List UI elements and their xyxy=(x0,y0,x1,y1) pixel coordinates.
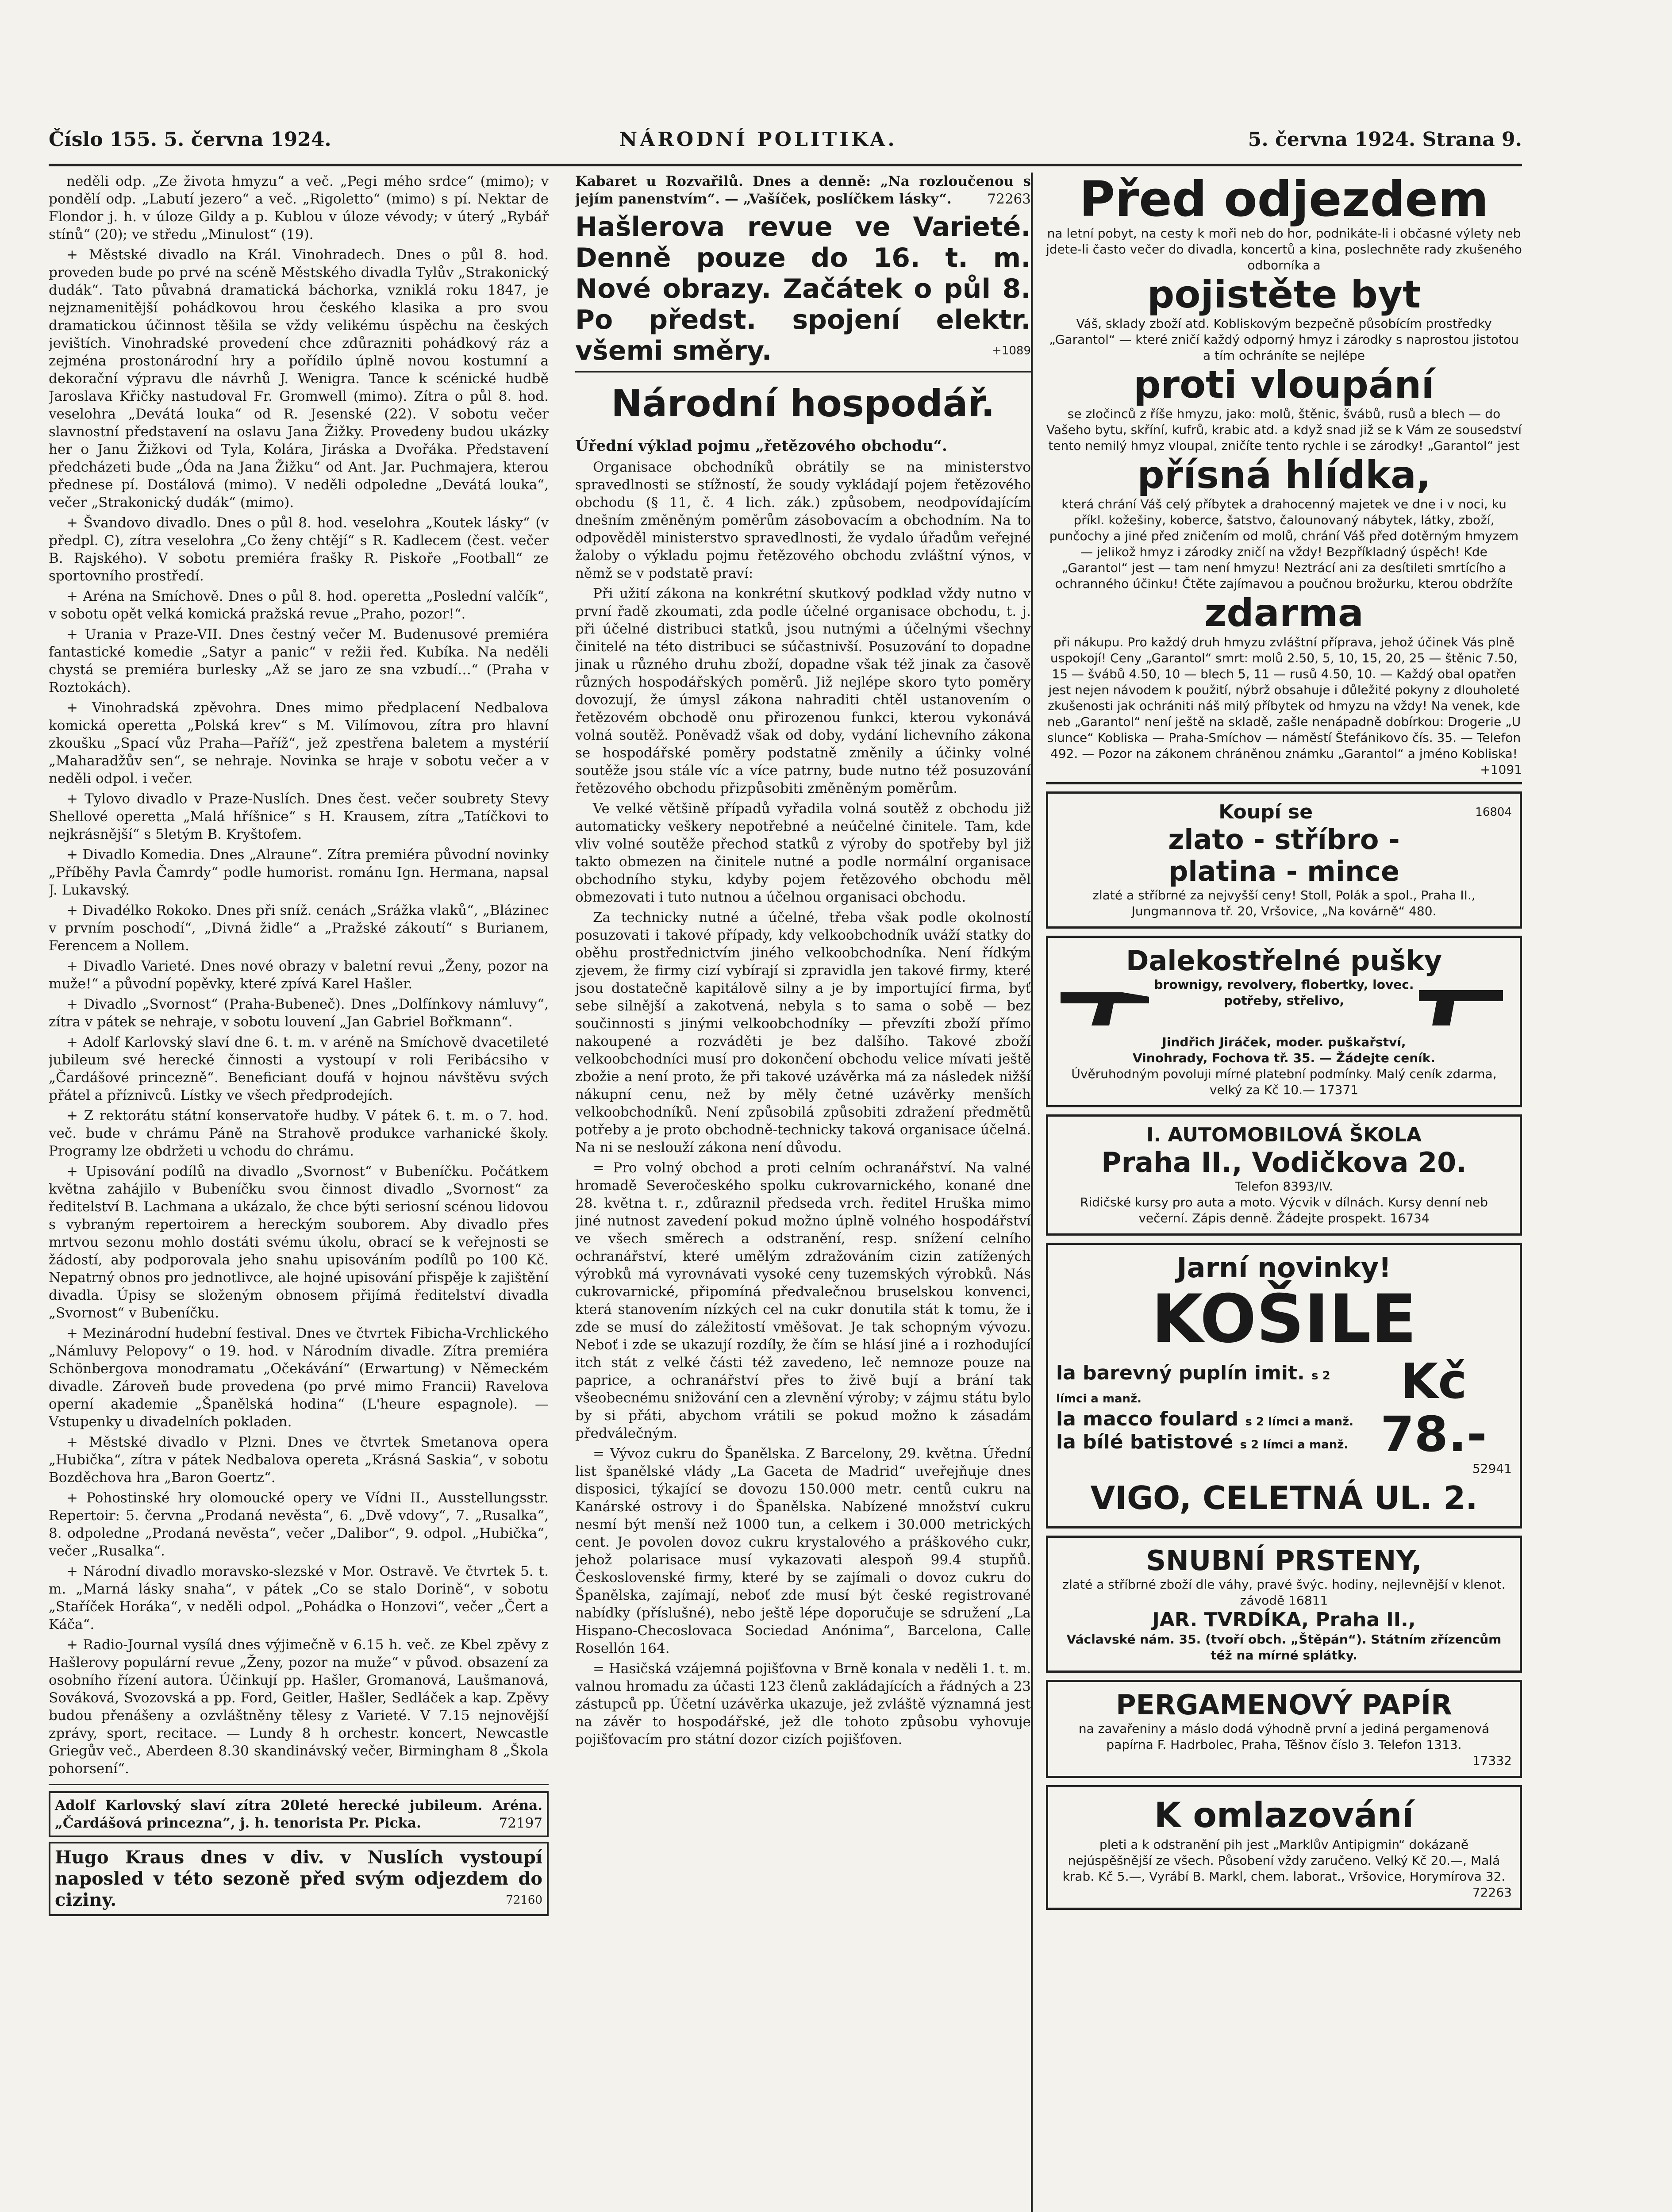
ad-kosile xyxy=(1046,1243,1522,1528)
ad-head-text: Koupí se xyxy=(1218,801,1313,823)
ad-title: Před odjezdem xyxy=(1079,173,1489,227)
pistol-icon xyxy=(1414,981,1512,1030)
ad-title: PERGAMENOVÝ PAPÍR xyxy=(1116,1689,1452,1721)
ad-address: Praha II., Vodičkova 20. xyxy=(1101,1146,1467,1179)
column-ads xyxy=(1031,173,1522,2212)
ad-pusky xyxy=(1046,936,1522,1107)
ad-koupi xyxy=(1046,791,1522,929)
notice-text: Hugo Kraus dnes v div. v Nuslích vystoupí naposled v této sezoně před svým odjezdem do ciziny. xyxy=(55,1847,542,1910)
ad-list: brownigy, revolvery, flobertky, lovec. potřeby, střelivo, xyxy=(1154,977,1414,1008)
article-subhead: Úřední výklad pojmu „řetězového obchodu“. xyxy=(575,437,947,455)
ad-items xyxy=(1056,1362,1356,1454)
notice-text: Hašlerova revue ve Varieté. Denně pouze do 16. t. m. Nové obrazy. Začátek o půl 8. Po předst. spojení elektr. všemi směry. xyxy=(575,211,1031,366)
ad-text xyxy=(1056,1066,1512,1098)
ad-address: Vinohrady, Fochova tř. 35. — Žádejte ceník. xyxy=(1133,1051,1435,1065)
ad-code: 72263 xyxy=(1472,1885,1512,1900)
notice-code: 72197 xyxy=(499,1815,542,1831)
article-paragraph: + Divadlo Komedia. Dnes „Alraune“. Zítra premiéra původní novinky „Příběhy Pavla Čamrdy“ podle humorist. románu Ign. Hermana, napsal J. Lukavský. xyxy=(49,847,549,898)
article-paragraph: + Pohostinské hry olomoucké opery ve Vídni II., Ausstellungsstr. Repertoir: 5. června „Prodaná nevěsta“, 6. „Dvě vdovy“, 7. „Rusalka“, 8. odpoledne „Prodaná nevěsta“, večer „Dalibor“, 9. odpol. „Hubička“, večer „Rusalka“. xyxy=(49,1490,549,1559)
ad-omlazovani xyxy=(1046,1785,1522,1910)
masthead: NÁRODNÍ POLITIKA. xyxy=(619,128,897,151)
ad-item-name: la macco foulard xyxy=(1056,1408,1239,1430)
ad-text: na letní pobyt, na cesty k moři neb do hor, podnikáte-li i občasné výlety neb jdete-li často večer do divadla, koncertů a kina, poslechněte rady zkušeného odborníka a xyxy=(1046,226,1522,273)
article-paragraph: + Národní divadlo moravsko-slezské v Mor. Ostravě. Ve čtvrtek 5. t. m. „Marná lásky snaha“, v pátek „Co se stalo Dorině“, v sobotu „Staříček Horáka“, v neděli odpol. „Pohádka o Honzovi“, večer „Čert a Káča“. xyxy=(49,1563,549,1632)
ad-head: Jarní novinky! xyxy=(1176,1252,1391,1284)
article-paragraph: + Adolf Karlovský slaví dne 6. t. m. v aréně na Smíchově dvacetileté jubileum své herecké činnosti a vystoupí v roli Feribácsiho v „Čardášové princezně“. Beneficiant doufá v hojnou návštěvu svých přátel a příznivců. Lístky ve všech předprodejích. xyxy=(49,1034,549,1103)
notice-kabaret xyxy=(575,173,1031,208)
notice-text: Kabaret u Rozvařilů. Dnes a denně: „Na rozloučenou s jejím panenstvím“. — „Vašíček, poslíčkem lásky“. xyxy=(575,173,1031,207)
ad-line: zlato - stříbro - xyxy=(1168,823,1400,856)
ad-code: 16811 xyxy=(1288,1593,1328,1608)
notice-code: 72263 xyxy=(987,191,1031,207)
ad-item xyxy=(1056,1362,1356,1408)
ad-text-body: Úvěruhodným povoluji mírné platební podmínky. Malý ceník zdarma, velký za Kč 10.— xyxy=(1071,1067,1497,1097)
ad-garantol xyxy=(1046,173,1522,784)
column-economy xyxy=(575,173,1031,2212)
notice-code: 72160 xyxy=(506,1893,542,1907)
article-paragraph: + Městské divadlo v Plzni. Dnes ve čtvrtek Smetanova opera „Hubička“, zítra v pátek Nedbalova opereta „Krásná Saskia“, v sobotu Bozděchova hra „Baron Goertz“. xyxy=(49,1434,549,1486)
ad-item xyxy=(1056,1408,1356,1431)
ad-item-note: s 2 límci a manž. xyxy=(1245,1415,1354,1429)
ad-text: která chrání Váš celý příbytek a drahocenný majetek ve dne i v noci, ku příkl. kožešiny, koberce, šatstvo, čalounovaný nábytek, látky, zboží, punčochy a jiné před zničením od molů, chrání Váš před dotěrným hmyzem — jelikož hmyz i zárodky zničí na vždy! Bezpříkladný úspěch! Kde „Garantol“ jest — tam není hmyzu! Neztrácí ani za desítileti smrtícího a ochranného účinku! Čtěte zajímavou a poučnou brožurku, kterou obdržíte xyxy=(1049,497,1519,591)
ad-item-name: la barevný puplín imit. xyxy=(1056,1362,1305,1384)
ad-heading: proti vloupání xyxy=(1134,363,1434,407)
ad-text: na zavařeniny a máslo dodá výhodně první a jediná pergamenová papírna F. Hadrbolec, Praha, Těšnov číslo 3. Telefon 1313. xyxy=(1078,1721,1490,1752)
issue-info: Číslo 155. 5. června 1924. xyxy=(49,128,331,151)
page-header xyxy=(49,128,1522,166)
article-paragraph: Organisace obchodníků obrátily se na ministerstvo spravedlnosti se stížností, že soudy vykládají pojem řetězového obchodu (§ 11, č. 4 lich. zák.) způsobem, neodpovídajícím dnešním změněným poměrům zásobovacím a obchodním. Na to odpověděl ministerstvo spravedlnosti, že vydalo úřadům veřejné žaloby o výkladu pojmu řetězového obchodu zvláštní výnos, v němž se v podstatě praví: xyxy=(575,459,1031,581)
article-paragraph: + Městské divadlo na Král. Vinohradech. Dnes o půl 8. hod. proveden bude po prvé na scéně Městského divadla Tylův „Strakonický dudák“. Tato půvabná dramatická báchorka, vzniklá roku 1847, je nejznamenitější pohádkovou hrou českého klasika a pro svou dramatickou účinnost těšila se vždy velikému úspěchu na českých jevištích. Vinohradské provedení chce zdůrazniti pohádkový ráz a zejména prostonárodní hry a pořídilo úplně novou kostumní a dekorační výpravu dle návrhů J. Wenigra. Tance k scénické hudbě Jaroslava Křičky nastudoval Fr. Gromwell (mimo). Zítra o půl 8. hod. veselohra „Devátá louka“ od R. Jesenské (22). V sobotu večer slavnostní představení na oslavu Jana Žižky. Provedeny budou ukázky her o Janu Žižkovi od Tyla, Kolára, Jiráska a Dvořáka. Představení předcházeti bude „Óda na Jana Žižku“ od Ant. Jar. Puchmajera, kterou přednese pí. Dostálová (mimo). V neděli odpoledne „Devátá louka“, večer „Strakonický dudák“ (mimo). xyxy=(49,247,549,511)
ad-head xyxy=(1056,801,1512,824)
divider xyxy=(49,1784,549,1785)
section-title: Národní hospodář. xyxy=(611,382,995,425)
notice-text: Adolf Karlovský slaví zítra 20leté herecké jubileum. Aréna. „Čardášová princezna“, j. h. tenorista Pr. Picka. xyxy=(55,1797,542,1831)
column-theatre xyxy=(49,173,549,2212)
article-paragraph: + Švandovo divadlo. Dnes o půl 8. hod. veselohra „Koutek lásky“ (v předpl. C), zítra veselohra „Co ženy chtějí“ s R. Kadlecem (čest. večer B. Rajského). V sobotu premiéra frašky R. Piskoře „Football“ ze sportovního prostředí. xyxy=(49,515,549,584)
ad-title: SNUBNÍ PRSTENY, xyxy=(1146,1544,1422,1577)
ad-text xyxy=(1056,1577,1512,1609)
ad-heading: zdarma xyxy=(1204,591,1364,635)
ad-firm: VIGO, CELETNÁ UL. 2. xyxy=(1090,1479,1478,1517)
article-paragraph: + Radio-Journal vysílá dnes výjimečně v 6.15 h. več. ze Kbel zpěvy z Hašlerovy populární revue „Ženy, pozor na muže“ v původ. obsazení za osobního řízení autora. Účinkují pp. Hašler, Gromanová, Laušmanová, Sováková, Svozovská a pp. Ford, Geitler, Hašler, Sedláček a kap. Zpěvy budou přenášeny a ozvláštněny tělesy z Varieté. V 7.15 nejnovější zprávy, sport, recitace. — Lundy 8 h orchestr. koncert, Newcastle Griegův več., Aberdeen 8.30 skandinávský večer, Birmingham 8 „Škola pohorsení“. xyxy=(49,1637,549,1777)
article-paragraph: + Tylovo divadlo v Praze-Nuslích. Dnes čest. večer soubrety Stevy Shellové operetta „Malá hříšnice“ s H. Krausem, zítra „Tatíčkovi to nejkrásnější“ s 5letým B. Kryštofem. xyxy=(49,791,549,842)
ad-code: 17371 xyxy=(1319,1083,1359,1097)
ad-price: Kč 78.- xyxy=(1380,1353,1487,1463)
date-page: 5. června 1924. Strana 9. xyxy=(1248,128,1522,151)
ad-text-body: zlaté a stříbrné zboží dle váhy, pravé švýc. hodiny, nejlevnější v klenot. závodě xyxy=(1062,1577,1506,1608)
ad-code: 16804 xyxy=(1475,806,1512,819)
ad-autoskola xyxy=(1046,1114,1522,1236)
article-paragraph: Při užití zákona na konkrétní skutkový podklad vždy nutno v první řadě zkoumati, zda podle účelné organisace obchodu, t. j. při účelné distribuci statků, jsou nutnými a účelnými všechny činitelé na této distribuci se súčastnivší. Posuzování to dopadne jinak u různého druhu zboží, dopadne však též jinak za časově různých hospodářských poměrů. Již nejlépe skoro tyto poměry dovozují, že úmysl zákona nahraditi chtěl ustanovením o řetězovém obchodě onu přirozenou funkci, kterou vykonává volná soutěž. Poněvadž však od doby, vydání lichevního zákona se hospodářské poměry podstatně změnily a účinky volné soutěže jsou stále víc a více patrny, bude nutno též posuzování řetězového obchodu přizpůsobiti změněným poměrům. xyxy=(575,586,1031,796)
ad-item-name: la bílé batistové xyxy=(1056,1431,1234,1453)
ad-firm: Jindřich Jiráček, moder. puškařství, xyxy=(1162,1035,1406,1049)
ad-heading: pojistěte byt xyxy=(1147,273,1421,317)
article-paragraph: + Mezinárodní hudební festival. Dnes ve čtvrtek Fibicha-Vrchlického „Námluvy Pelopovy“ o 19. hod. v Národním divadle. Zítra premiéra Schönbergova monodramatu „Očekávání“ (Erwartung) v Německém divadle. Zároveň bude provedena (po prvé mimo Francii) Ravelova operní akademie „Španělská hodina“ (L'heure espagnole). — Vstupenky u divadelních pokladen. xyxy=(49,1325,549,1430)
ad-text: se zločinců z říše hmyzu, jako: molů, štěnic, švábů, rusů a blech — do Vašeho bytu, skříní, kufrů, krabic atd. a když snad již se k Vám ze sousedství tento nemilý hmyz vloupal, zničíte tento rychle i se zárodky! „Garantol“ jest xyxy=(1046,407,1522,453)
ad-address: Václavské nám. 35. (tvoří obch. „Štěpán“). Státním zřízencům též na mírné splátky. xyxy=(1066,1632,1502,1663)
ad-text: pleti a k odstranění pih jest „Marklův Antipigmin“ dokázaně nejúspěšnější ze všech. Působení vždy zaručeno. Velký Kč 20.—, Malá krab. Kč 5.—, Vyrábí B. Markl, chem. laborat., Vršovice, Horymírova 32. xyxy=(1062,1837,1506,1884)
ad-code: 52941 xyxy=(1472,1461,1512,1476)
ad-item xyxy=(1056,1431,1356,1454)
ad-prsteny xyxy=(1046,1536,1522,1673)
article-paragraph: = Hasičská vzájemná pojišťovna v Brně konala v neděli 1. t. m. valnou hromadu za účasti 123 členů zakládajících a řádných a 23 zástupců pp. Účetní uzávěrka ukazuje, jež zvláště významná jest na závěr to hospodářské, jež dle tohoto způsobu vyhovuje pojišťovacím pro státní dozor cizích pojišťoven. xyxy=(575,1661,1031,1747)
ad-title: KOŠILE xyxy=(1151,1281,1417,1358)
article-paragraph: neděli odp. „Ze života hmyzu“ a več. „Pegi mého srdce“ (mimo); v pondělí odp. „Labutí jezero“ a več. „Rigoletto“ (mimo) s pí. Nektar de Flondor j. h. v úloze Gildy a p. Kublou v úloze vévody; v úterý „Rybář stínů“ (20); ve středu „Minulost“ (19). xyxy=(49,173,549,242)
ad-papir xyxy=(1046,1680,1522,1778)
article-paragraph: + Divadlo Varieté. Dnes nové obrazy v baletní revui „Ženy, pozor na muže!“ a původní popěvky, které zpívá Karel Hašler. xyxy=(49,958,549,992)
article-paragraph: + Vinohradská zpěvohra. Dnes mimo předplacení Nedbalova komická operetta „Polská krev“ s M. Vilímovou, zítra pro hlavní zkoušku „Spací vůz Praha—Paříž“, jež zpestřena baletem a mystérií „Maharadžův sen“, se nehraje. Novinka se hraje v sobotu večer a v neděli odpol. i večer. xyxy=(49,700,549,787)
notice-haslerova xyxy=(575,211,1031,373)
article-paragraph: Za technicky nutné a účelné, třeba však podle okolností posuzovati i takové případy, kdy velkoobchodník uváží statky do oběhu prostřednictvím jiného velkoobchodníka. Není řídkým zjevem, že firmy cizí vybírají si zpravidla jen takové firmy, které jsou dostatečně kapitálově silny a je by importující firma, byť sebe silnější a zakotvená, nebyla s to sama o sobě — bez součinnosti s jinými velkoobchodníky — převzíti zboží přímo nakoupené a rozváděti je bez dalšího. Takové zboží velkoobchodníci musí pro dokončení obchodu velice mívati ještě zbožie a není proto, že při takové uzávěrka má za následek nižší nákupní cenu, než by měly četné uzávěrky menších velkoobchodníků. Není způsobilá způsobiti zdražení předmětů potřeby a je proto obchodně-technicky taková organisace účelná. Na ni se neslouží zákona není důvodu. xyxy=(575,910,1031,1156)
ad-code: +1091 xyxy=(1480,762,1522,777)
ad-title: I. AUTOMOBILOVÁ ŠKOLA xyxy=(1146,1124,1422,1146)
ad-heading: přísná hlídka, xyxy=(1137,453,1431,497)
article-paragraph: = Pro volný obchod a proti celním ochranářství. Na valné hromadě Severočeského spolku cukrovarnického, konané dne 28. května t. r., zdůraznil předseda vrch. ředitel Hruška mimo jiné nutnost zavedení pokud možno úplně volného hospodářství ve všech směrech a odstranění, resp. snížení celního ochranářství, které umělým zdražováním cizin zatížených výrobků má vyrovnávati vysoké ceny tuzemských výrobků. Nás cukrovarnické, připomíná předvalečnou bruselskou konvenci, která stanovením nízkých cel na cukr donutila stát k tomu, že i zde se musí do záležitostí vměšovat. Je tak schopným vývozu. Neboť i zde se ukazují rozdíly, že čím se hlásí jiné a i rozhodující itch stát z velké části též zavedeno, leč nemnoze pouze na paprice, a ochranářství přes to živě bují a brání tak všeobecnému snižování cen a zlevnění výroby; v zájmu státu bylo by si přáti, abychom vrátili se pokud možno k zásadám předválečným. xyxy=(575,1160,1031,1441)
article-paragraph: + Z rektorátu státní konservatoře hudby. V pátek 6. t. m. o 7. hod. več. bude v chrámu Páně na Strahově produkce varhanické školy. Programy lze obdržeti u vchodu do chrámu. xyxy=(49,1108,549,1159)
ad-item-note: s 2 límci a manž. xyxy=(1056,1369,1330,1406)
notice-code: +1089 xyxy=(992,344,1031,357)
notice-kraus xyxy=(49,1842,549,1916)
article-paragraph: = Vývoz cukru do Španělska. Z Barcelony, 29. května. Úřední list španělské vlády „La Gaceta de Madrid“ uveřejňuje dnes disposici, týkající se dovozu 150.000 metr. centů cukru na Kanárské ostrovy i do Španělska. Nabízené množství cukru nesmí být menší než 1000 tun, a celkem i 30.000 metrických cent. Je povolen dovoz cukru krystalového a práškového cukr, jehož polarisace musí vykazovati alespoň 99.4 stupňů. Československé firmy, které by se zajímali o dovoz cukru do Španělska, zajímají, neboť zde musí být české registrované nabídky (příslušné), nebo ještě lépe doporučuje se sdružení „La Hispano-Checoslovaca Sociedad Anónima“, Barcelona, Calle Rosellón 164. xyxy=(575,1446,1031,1656)
article-paragraph: + Urania v Praze-VII. Dnes čestný večer M. Budenusové premiéra fantastické komedie „Satyr a panic“ v režii řed. Kubíka. Na neděli chystá se premiéra burlesky „Až se jaro ze sna vzbudí…“ (Praha v Roztokách). xyxy=(49,626,549,695)
ad-line: platina - mince xyxy=(1168,855,1400,887)
ad-text: Váš, sklady zboží atd. Kobliskovým bezpečně působícím prostředky „Garantol“ — které zničí každý odporný hmyz i zárodky s naprostou jistotou a tím ochráníte se nejlépe xyxy=(1049,316,1519,363)
ad-text xyxy=(1056,1194,1512,1226)
revolver-icon xyxy=(1056,981,1153,1030)
ad-title: Dalekostřelné pušky xyxy=(1126,945,1442,977)
ad-firm: JAR. TVRDÍKA, Praha II., xyxy=(1152,1609,1416,1631)
article-paragraph: + Divadlo „Svornost“ (Praha-Bubeneč). Dnes „Dolfínkovy námluvy“, zítra v pátek se nehraje, v sobotu louvení „Jan Gabriel Bořkmann“. xyxy=(49,996,549,1030)
notice-karlovsky xyxy=(49,1791,549,1837)
article-paragraph: + Aréna na Smíchově. Dnes o půl 8. hod. operetta „Poslední valčík“, v sobotu opět velká komická pražská revue „Praho, pozor!“. xyxy=(49,588,549,622)
article-paragraph: Ve velké většině případů vyřadila volná soutěž z obchodu již automaticky veškery nepotřebné a neúčelné činitele. Tam, kde vliv volné soutěže přechod statků z výroby do spotřeby byl již takto obmezen na činitele nutné a podle normální organisace obchodního styku, kdyby pojem řetězového obchodu měl obmezovati i tuto nutnou a účelnou organisaci obchodu. xyxy=(575,801,1031,905)
ad-price-block xyxy=(1056,1355,1512,1461)
ad-text: zlaté a stříbrné za nejvyšší ceny! Stoll, Polák a spol., Praha II., Jungmannova tř. 20, Vršovice, „Na kovárně“ 480. xyxy=(1092,888,1476,918)
ad-tel: Telefon 8393/IV. xyxy=(1235,1179,1333,1194)
ad-title: K omlazování xyxy=(1154,1796,1414,1836)
ad-code: 16734 xyxy=(1390,1211,1430,1225)
article-paragraph: + Divadélko Rokoko. Dnes při sníž. cenách „Srážka vlaků“, „Blázinec v prvním poschodí“, „Divná židle“ a „Pražské zákoutí“ s Burianem, Ferencem a Nollem. xyxy=(49,902,549,954)
article-paragraph: + Upisování podílů na divadlo „Svornost“ v Bubeníčku. Počátkem května zahájilo v Bubeníčku svou činnost divadlo „Svornost“ za ředitelství B. Lachmana a ukázalo, že chce býti seriosní scénou lidovou s vybraným repertoirem a hereckým souborem. Aby divadlo přes mrtvou sezonu mohlo dostáti svému úkolu, obrací se k veřejnosti se žádostí, aby podporovala jeho snahu upisováním podílů po 100 Kč. Nepatrný obnos pro jednotlivce, ale hojné upisování přispěje k zajištění divadla. Úpisy se složeným obnosem přijímá ředitelství divadla „Svornost“ v Bubeníčku. xyxy=(49,1164,549,1321)
ad-text: při nákupu. Pro každý druh hmyzu zvláštní příprava, jehož účinek Vás plně uspokojí! Ceny „Garantol“ smrt: molů 2.50, 5, 10, 15, 20, 25 — štěnic 7.50, 15 — švábů 4.50, 10 — blech 5, 11 — rusů 4.50, 10. — Každý obal opatřen jest nejen návodem k použití, nýbrž obsahuje i důležité pokyny z dlouholeté zkušenosti jak ochrániti náš milý příbytek od hmyzu na vždy! Na venek, kde neb „Garantol“ není ještě na skladě, zašle nenápadně dobírkou: Drogerie „U slunce“ Kobliska — Praha-Smíchov — náměstí Štefánikovo čís. 35. — Telefon 492. — Pozor na zákonem chráněnou známku „Garantol“ a jméno Kobliska! xyxy=(1047,635,1521,761)
ad-text-body: Ridičské kursy pro auta a moto. Výcvik v dílnách. Kursy denní neb večerní. Zápis denně. Žádejte prospekt. xyxy=(1080,1195,1488,1225)
ad-item-note: s 2 límci a manž. xyxy=(1240,1438,1349,1452)
ad-code: 17332 xyxy=(1472,1753,1512,1768)
